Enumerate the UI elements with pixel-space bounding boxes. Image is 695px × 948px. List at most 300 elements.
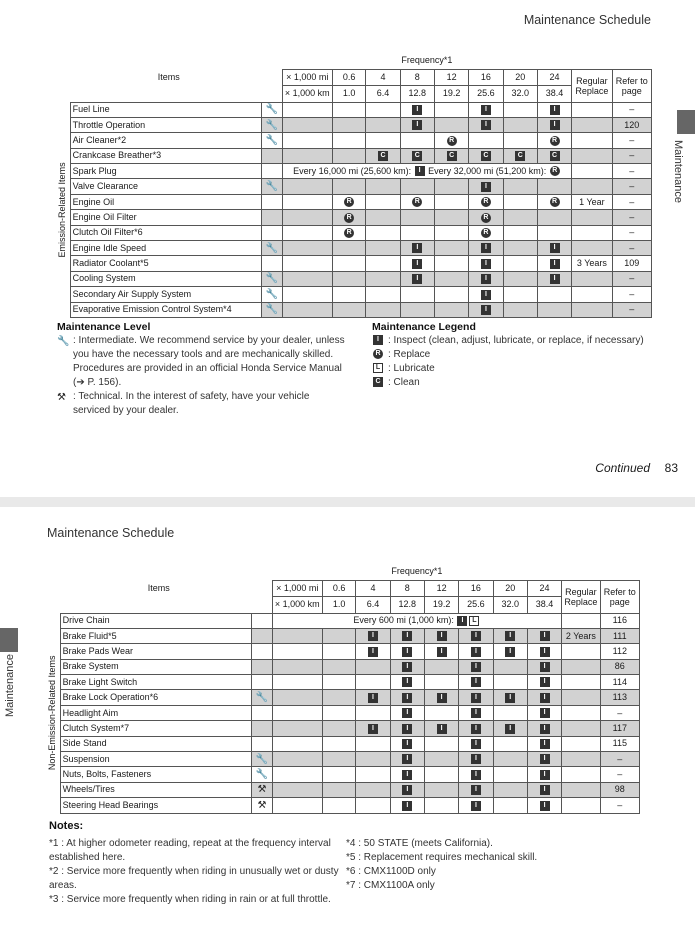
maintenance-level-cell (252, 752, 272, 767)
table-row (56, 210, 652, 225)
frequency-cell (333, 148, 366, 163)
item-name: Engine Idle Speed (70, 241, 262, 256)
frequency-cell (459, 628, 493, 643)
inspect-icon: I (457, 616, 467, 626)
items-header: Items (157, 71, 180, 82)
maintenance-level-cell (262, 302, 282, 317)
mi-value: 24 (527, 580, 561, 597)
table-row (56, 102, 652, 117)
frequency-cell (493, 675, 527, 690)
inspect-icon: I (471, 785, 481, 795)
km-value: 12.8 (390, 597, 424, 614)
clean-icon: C (412, 151, 422, 161)
frequency-cell (537, 241, 571, 256)
maintenance-level-cell (252, 798, 272, 813)
inspect-icon: I (402, 693, 412, 703)
inspect-icon: I (402, 631, 412, 641)
inspect-icon: I (437, 647, 447, 657)
frequency-cell (459, 736, 493, 751)
empty-cell (272, 782, 322, 797)
clean-icon: C (515, 151, 525, 161)
refer-page-header: Refer to page (600, 580, 639, 613)
refer-page-cell: – (612, 241, 651, 256)
frequency-cell (356, 767, 390, 782)
inspect-icon: I (437, 693, 447, 703)
frequency-cell (424, 644, 458, 659)
inspect-icon: I (540, 693, 550, 703)
frequency-cell (537, 194, 571, 209)
clean-icon: C (447, 151, 457, 161)
inspect-icon: I (550, 120, 560, 130)
frequency-cell (333, 102, 366, 117)
clean-icon: C (373, 377, 383, 387)
frequency-cell (356, 736, 390, 751)
frequency-cell (469, 256, 503, 271)
maintenance-level-cell (252, 721, 272, 736)
refer-page-cell: 86 (600, 659, 639, 674)
replace-icon: R (344, 213, 354, 223)
km-value: 1.0 (333, 86, 366, 103)
wrench-icon: 🔧 (265, 242, 279, 254)
regular-replace-cell (572, 225, 612, 240)
tech-tools-icon: ⚒ (257, 784, 267, 796)
refer-page-cell: 115 (600, 736, 639, 751)
regular-replace-cell (562, 705, 600, 720)
maintenance-level-cell (262, 148, 282, 163)
mi-value: 20 (503, 69, 537, 86)
wrench-icon: 🔧 (265, 104, 279, 116)
refer-page-header: Refer to page (612, 69, 651, 102)
table-row (56, 148, 652, 163)
frequency-cell (434, 225, 468, 240)
inspect-icon: I (481, 259, 491, 269)
continued-label: Continued (595, 461, 650, 475)
regular-replace-cell (562, 721, 600, 736)
frequency-cell (434, 194, 468, 209)
group-label-cell (46, 613, 60, 813)
km-value: 32.0 (503, 86, 537, 103)
frequency-cell (503, 102, 537, 117)
frequency-cell (493, 767, 527, 782)
inspect-icon: I (402, 724, 412, 734)
inspect-icon: I (471, 739, 481, 749)
table-row (56, 302, 652, 317)
replace-icon: R (344, 228, 354, 238)
frequency-cell (333, 256, 366, 271)
frequency-cell (323, 644, 356, 659)
inspect-desc: : Inspect (clean, adjust, lubricate, or replace, if necessary) (388, 335, 644, 346)
inspect-icon: I (402, 739, 412, 749)
refer-page-cell: – (600, 752, 639, 767)
inspect-icon: I (481, 120, 491, 130)
mi-value: 0.6 (323, 580, 356, 597)
mi-value: 8 (400, 69, 434, 86)
maintenance-level-cell (262, 287, 282, 302)
frequency-cell (459, 721, 493, 736)
frequency-cell (323, 628, 356, 643)
frequency-cell (469, 271, 503, 286)
inspect-icon: I (437, 724, 447, 734)
section-tab (0, 628, 18, 652)
wrench-icon: 🔧 (265, 288, 279, 300)
wrench-icon: 🔧 (265, 134, 279, 146)
interval-span-cell: Every 16,000 mi (25,600 km): I Every 32,000 mi (51,200 km): R (282, 164, 572, 179)
item-name: Fuel Line (70, 102, 262, 117)
regular-replace-cell (572, 117, 612, 132)
frequency-cell (434, 271, 468, 286)
lubricate-icon: L (469, 616, 479, 626)
maintenance-level-cell (252, 736, 272, 751)
inspect-icon: I (368, 631, 378, 641)
frequency-cell (424, 721, 458, 736)
refer-page-cell: – (612, 148, 651, 163)
refer-page-cell: 109 (612, 256, 651, 271)
inspect-icon: I (402, 785, 412, 795)
maintenance-level-cell (252, 782, 272, 797)
regular-replace-header: Regular Replace (572, 69, 612, 102)
frequency-cell (493, 752, 527, 767)
frequency-cell (469, 117, 503, 132)
maintenance-level-cell (262, 179, 282, 194)
frequency-cell (434, 210, 468, 225)
refer-page-cell: – (612, 164, 651, 179)
unit-mi: × 1,000 mi (272, 580, 322, 597)
frequency-cell (434, 287, 468, 302)
section-tab-label: Maintenance (672, 140, 684, 203)
frequency-cell (434, 117, 468, 132)
replace-icon: R (481, 197, 491, 207)
km-value: 12.8 (400, 86, 434, 103)
lubricate-desc: : Lubricate (388, 363, 435, 374)
frequency-cell (434, 302, 468, 317)
section-tab (677, 110, 695, 134)
empty-cell (282, 241, 332, 256)
frequency-cell (527, 690, 561, 705)
refer-page-cell: – (600, 798, 639, 813)
frequency-cell (424, 752, 458, 767)
maintenance-level-cell (262, 164, 282, 179)
frequency-cell (434, 102, 468, 117)
inspect-icon: I (368, 724, 378, 734)
wrench-icon: 🔧 (265, 181, 279, 193)
frequency-cell (356, 644, 390, 659)
interval-span-cell: Every 600 mi (1,000 km): I L (272, 613, 562, 628)
frequency-cell (459, 798, 493, 813)
table-row (46, 798, 640, 813)
km-value: 25.6 (459, 597, 493, 614)
regular-replace-cell (572, 148, 612, 163)
maintenance-level-cell (262, 225, 282, 240)
maintenance-level-cell (252, 613, 272, 628)
regular-replace-cell (572, 302, 612, 317)
inspect-icon: I (505, 724, 515, 734)
frequency-cell (493, 736, 527, 751)
frequency-cell (527, 628, 561, 643)
item-name: Clutch System*7 (60, 721, 252, 736)
note-1: *1 : At higher odometer reading, repeat at the frequency interval established here. (49, 838, 331, 863)
inspect-icon: I (402, 754, 412, 764)
km-value: 32.0 (493, 597, 527, 614)
frequency-cell (424, 767, 458, 782)
maintenance-level-cell (252, 628, 272, 643)
frequency-cell (390, 798, 424, 813)
refer-page-cell: – (600, 705, 639, 720)
regular-replace-cell (572, 164, 612, 179)
refer-page-cell: – (612, 179, 651, 194)
table-row (46, 705, 640, 720)
regular-replace-cell (562, 798, 600, 813)
empty-cell (282, 117, 332, 132)
inspect-icon: I (505, 693, 515, 703)
unit-km: × 1,000 km (282, 86, 332, 103)
maintenance-level-cell (262, 256, 282, 271)
empty-cell (272, 675, 322, 690)
item-name: Secondary Air Supply System (70, 287, 262, 302)
frequency-cell (527, 705, 561, 720)
frequency-cell (390, 675, 424, 690)
refer-page-cell: 114 (600, 675, 639, 690)
empty-cell (272, 798, 322, 813)
inspect-icon: I (540, 724, 550, 734)
frequency-cell (503, 194, 537, 209)
replace-icon: R (344, 197, 354, 207)
tech-tools-icon: ⚒ (57, 392, 66, 403)
table-row (46, 644, 640, 659)
frequency-cell (469, 102, 503, 117)
empty-cell (282, 287, 332, 302)
mi-value: 16 (459, 580, 493, 597)
technical-desc: : Technical. In the interest of safety, have your vehicle serviced by your dealer. (73, 391, 310, 416)
empty-cell (272, 705, 322, 720)
regular-replace-cell: 2 Years (562, 628, 600, 643)
frequency-cell (424, 628, 458, 643)
frequency-cell (356, 690, 390, 705)
frequency-cell (503, 225, 537, 240)
replace-icon: R (550, 166, 560, 176)
frequency-cell (527, 767, 561, 782)
frequency-cell (527, 752, 561, 767)
frequency-cell (527, 798, 561, 813)
frequency-cell (424, 705, 458, 720)
empty-cell (272, 644, 322, 659)
table-row (46, 782, 640, 797)
inspect-icon: I (402, 662, 412, 672)
wrench-icon: 🔧 (265, 119, 279, 131)
group-label: Non-Emission-Related Items (47, 655, 57, 771)
frequency-cell (323, 736, 356, 751)
table-row (56, 256, 652, 271)
empty-cell (282, 194, 332, 209)
item-name: Air Cleaner*2 (70, 133, 262, 148)
frequency-cell (366, 302, 400, 317)
intermediate-desc-2: Procedures are provided in an official Honda Service Manual (➔ P. 156). (73, 363, 342, 388)
note-7: *7 : CMX1100A only (346, 880, 435, 891)
inspect-icon: I (402, 770, 412, 780)
km-value: 1.0 (323, 597, 356, 614)
inspect-icon: I (412, 243, 422, 253)
notes-section (49, 819, 649, 905)
wrench-icon: 🔧 (255, 769, 269, 781)
frequency-cell (400, 117, 434, 132)
regular-replace-cell: 1 Year (572, 194, 612, 209)
frequency-cell (390, 690, 424, 705)
frequency-cell (390, 752, 424, 767)
replace-icon: R (550, 136, 560, 146)
clean-desc: : Clean (388, 377, 420, 388)
frequency-cell (390, 721, 424, 736)
frequency-cell (537, 256, 571, 271)
regular-replace-cell (572, 271, 612, 286)
regular-replace-cell (572, 133, 612, 148)
frequency-cell (469, 148, 503, 163)
notes-title: Notes: (49, 820, 84, 832)
frequency-cell (323, 782, 356, 797)
manual-page-84 (0, 507, 695, 948)
frequency-cell (333, 241, 366, 256)
frequency-cell (390, 644, 424, 659)
inspect-icon: I (481, 305, 491, 315)
empty-cell (282, 148, 332, 163)
frequency-cell (333, 287, 366, 302)
inspect-icon: I (368, 693, 378, 703)
clean-icon: C (550, 151, 560, 161)
legend-title: Maintenance Legend (372, 321, 476, 333)
frequency-cell (366, 210, 400, 225)
frequency-cell (493, 659, 527, 674)
frequency-cell (424, 782, 458, 797)
inspect-icon: I (540, 662, 550, 672)
frequency-cell (493, 721, 527, 736)
inspect-icon: I (481, 243, 491, 253)
item-name: Brake Light Switch (60, 675, 252, 690)
inspect-icon: I (402, 677, 412, 687)
note-4: *4 : 50 STATE (meets California). (346, 838, 493, 849)
maintenance-level-cell (262, 241, 282, 256)
emission-maintenance-table (56, 53, 652, 318)
regular-replace-cell (562, 736, 600, 751)
frequency-cell (390, 705, 424, 720)
page-number: 83 (664, 461, 678, 475)
frequency-cell (459, 659, 493, 674)
replace-desc: : Replace (388, 349, 431, 360)
item-name: Brake Pads Wear (60, 644, 252, 659)
empty-cell (282, 302, 332, 317)
item-name: Suspension (60, 752, 252, 767)
km-value: 6.4 (356, 597, 390, 614)
frequency-cell (356, 705, 390, 720)
item-name: Headlight Aim (60, 705, 252, 720)
frequency-cell (400, 194, 434, 209)
maintenance-level-cell (252, 644, 272, 659)
empty-cell (282, 225, 332, 240)
frequency-cell (503, 210, 537, 225)
frequency-cell (323, 767, 356, 782)
inspect-icon: I (540, 677, 550, 687)
frequency-cell (333, 179, 366, 194)
frequency-cell (434, 148, 468, 163)
table-row (56, 117, 652, 132)
wrench-icon: 🔧 (255, 692, 269, 704)
frequency-cell (527, 675, 561, 690)
non-emission-maintenance-table (46, 564, 640, 814)
item-name: Cooling System (70, 271, 262, 286)
mi-value: 12 (434, 69, 468, 86)
refer-page-cell: – (612, 210, 651, 225)
mi-value: 12 (424, 580, 458, 597)
inspect-icon: I (368, 647, 378, 657)
regular-replace-cell (562, 690, 600, 705)
unit-mi: × 1,000 mi (282, 69, 332, 86)
maintenance-level-cell (252, 675, 272, 690)
frequency-cell (400, 148, 434, 163)
frequency-cell (537, 133, 571, 148)
frequency-cell (459, 675, 493, 690)
refer-page-cell: 120 (612, 117, 651, 132)
inspect-icon: I (540, 801, 550, 811)
section-tab-label: Maintenance (4, 654, 16, 717)
frequency-cell (503, 117, 537, 132)
note-6: *6 : CMX1100D only (346, 866, 436, 877)
note-3: *3 : Service more frequently when riding in rain or at full throttle. (49, 894, 331, 905)
km-value: 38.4 (527, 597, 561, 614)
intermediate-desc: : Intermediate. We recommend service by your dealer, unless you have the necessary tools and are mechanically skilled. (73, 335, 345, 360)
regular-replace-cell (572, 287, 612, 302)
refer-page-cell: – (612, 302, 651, 317)
maintenance-level-cell (252, 767, 272, 782)
inspect-icon: I (402, 708, 412, 718)
frequency-cell (537, 179, 571, 194)
frequency-cell (527, 644, 561, 659)
item-name: Brake Lock Operation*6 (60, 690, 252, 705)
frequency-cell (323, 798, 356, 813)
regular-replace-cell (562, 644, 600, 659)
frequency-cell (434, 179, 468, 194)
page-header-title: Maintenance Schedule (523, 13, 651, 27)
frequency-cell (400, 241, 434, 256)
maintenance-level-cell (262, 210, 282, 225)
regular-replace-cell (562, 767, 600, 782)
frequency-cell (366, 117, 400, 132)
table-row (56, 225, 652, 240)
lubricate-icon: L (373, 363, 383, 373)
frequency-cell (333, 133, 366, 148)
frequency-cell (366, 194, 400, 209)
frequency-cell (459, 752, 493, 767)
frequency-cell (469, 225, 503, 240)
maintenance-legend (372, 320, 662, 390)
table-row (46, 767, 640, 782)
frequency-header: Frequency*1 (272, 564, 562, 580)
inspect-icon: I (471, 662, 481, 672)
km-value: 38.4 (537, 86, 571, 103)
inspect-icon: I (481, 274, 491, 284)
inspect-icon: I (540, 631, 550, 641)
frequency-cell (356, 782, 390, 797)
table-row (46, 628, 640, 643)
inspect-icon: I (481, 182, 491, 192)
frequency-cell (434, 133, 468, 148)
item-name: Engine Oil (70, 194, 262, 209)
table-row (56, 194, 652, 209)
refer-page-cell: 112 (600, 644, 639, 659)
frequency-cell (424, 659, 458, 674)
frequency-cell (503, 256, 537, 271)
mi-value: 0.6 (333, 69, 366, 86)
table-row (46, 721, 640, 736)
inspect-icon: I (415, 166, 425, 176)
table-row (56, 241, 652, 256)
frequency-cell (493, 798, 527, 813)
